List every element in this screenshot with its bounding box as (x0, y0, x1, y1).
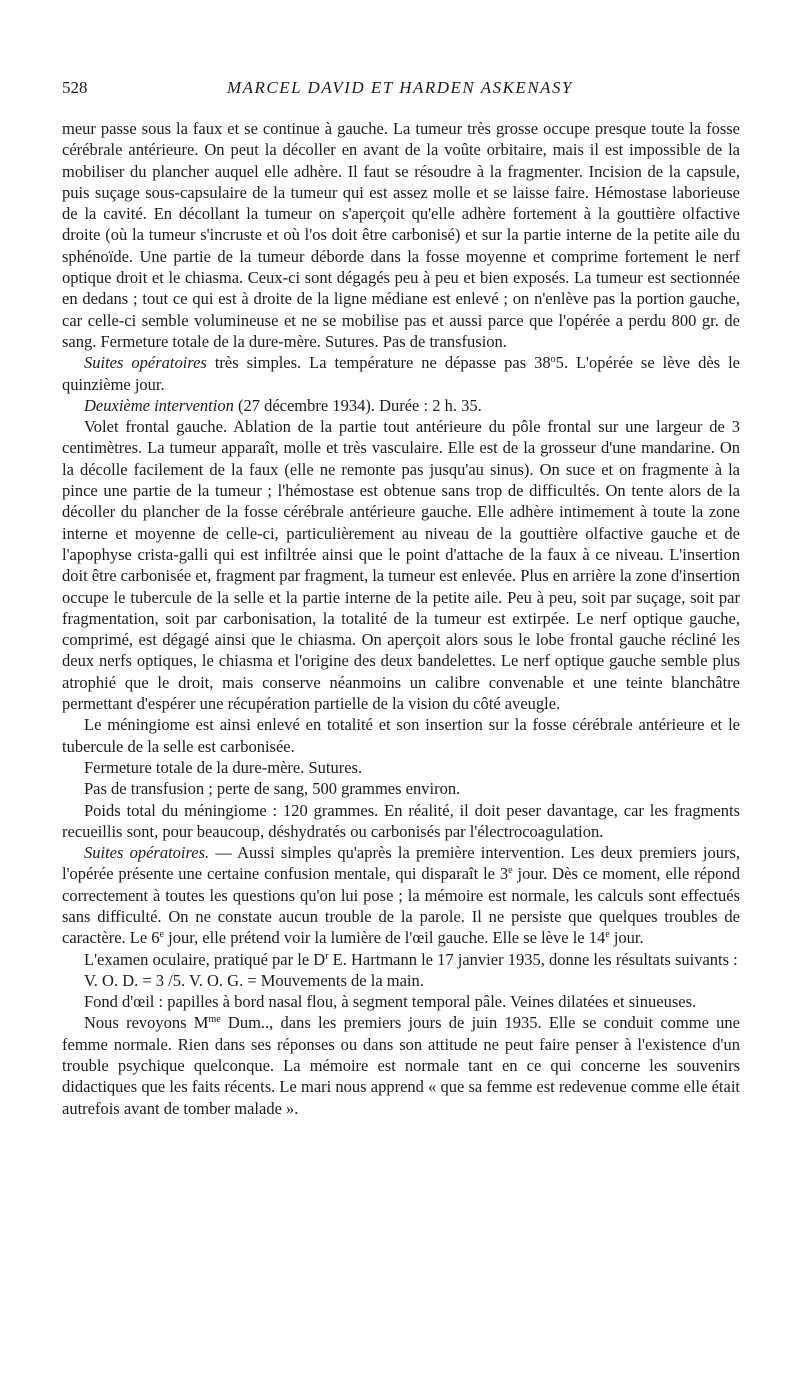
paragraph-12: Fond d'œil : papilles à bord nasal flou, à segment temporal pâle. Veines dilatées et sinueuses. (84, 992, 697, 1012)
paragraph-5: Le méningiome est ainsi enlevé en totalité et son insertion sur la fosse cérébrale antérieure et le tubercule de la selle est carbonisée. (62, 715, 740, 756)
paragraph-4: Volet frontal gauche. Ablation de la partie tout antérieure du pôle frontal sur une largeur de 3 centimètres. La tumeur apparaît, molle et très vasculaire. Elle est de la grosseur d'une mandarine. On la décolle facilement de la faux (elle ne remonte pas jusqu'au sinus). On suce et on fragmente à la pince une partie de la tumeur ; l'hémostase est obtenue sans trop de difficultés. On tente alors de la décoller du plancher de la fosse cérébrale antérieure gauche. Elle adhère intimement à toute la zone interne et moyenne de celle-ci, particulièrement au niveau de la gouttière olfactive gauche et de l'apophyse crista-galli qui est infiltrée ainsi que le point d'attache de la faux à ce niveau. L'insertion doit être carbonisée et, fragment par fragment, la tumeur est enlevée. Plus en arrière la zone d'insertion occupe le tubercule de la selle et la partie interne de la petite aile. Peu à peu, soit par suçage, soit par fragmentation, soit par carbonisation, la totalité de la tumeur est extirpée. Le nerf optique gauche, comprimé, est dégagé ainsi que le chiasma. On aperçoit alors sous le lobe frontal gauche récliné les deux nerfs optiques, le chiasma et l'origine des deux bandelettes. Le nerf optique gauche semble plus atrophié que le droit, mais conserve néanmoins un calibre convenable et une teinte blanchâtre permettant d'espérer une récupération partielle de la vision du côté aveugle. (62, 417, 740, 714)
paragraph-11: V. O. D. = 3 /5. V. O. G. = Mouvements de la main. (84, 970, 424, 990)
paragraph-10 (62, 949, 740, 970)
paragraph-label: Suites opératoires. (84, 843, 210, 863)
superscript: e (159, 929, 164, 941)
superscript: e (508, 865, 513, 877)
paragraph-8: Poids total du méningiome : 120 grammes. En réalité, il doit peser davantage, car les fragments recueillis sont, pour beaucoup, déshydratés ou carbonisés par l'électrocoagulation. (62, 800, 740, 841)
paragraph-text: jour. (609, 928, 644, 948)
page-number: 528 (62, 78, 88, 97)
paragraph-9 (62, 842, 740, 948)
paragraph-text: (27 décembre 1934). Durée : 2 h. 35. (233, 395, 482, 415)
paragraph-text: Nous revoyons M (84, 1013, 209, 1033)
paragraph-text: 5. L'opérée se lève dès le quinzième jour. (62, 353, 740, 394)
running-head: MARCEL DAVID ET HARDEN ASKENASY (227, 78, 573, 97)
paragraph-text: Dum.., dans les premiers jours de juin 1935. Elle se conduit comme une femme normale. Rien dans ses réponses ou dans son attitude ne peut faire penser à l'existence d'un trouble psychique quelconque. La mémoire est normale tant en ce qui concerne les souvenirs didactiques que les faits récents. Le mari nous apprend « que sa femme est redevenue comme elle était autrefois avant de tomber malade ». (62, 1013, 740, 1118)
paragraph-text: jour. Dès ce moment, elle répond correctement à toutes les questions qu'on lui pose ; la mémoire est normale, les calculs sont effectués sans difficulté. On ne constate aucun trouble de la parole. Il ne persiste que quelques troubles de caractère. Le 6 (62, 864, 740, 948)
page-header (62, 78, 738, 102)
paragraph-7: Pas de transfusion ; perte de sang, 500 grammes environ. (84, 779, 461, 799)
superscript: o (550, 354, 556, 366)
paragraph-text: très simples. La température ne dépasse pas 38 (206, 353, 551, 373)
paragraph-text: — Aussi simples qu'après la première intervention. Les deux premiers jours, l'opérée présente une certaine confusion mentale, qui disparaît le 3 (62, 843, 740, 884)
paragraph-3 (62, 395, 740, 416)
paragraph-label: Suites opératoires (84, 353, 207, 373)
paragraph-text: jour, elle prétend voir la lumière de l'œil gauche. Elle se lève le 14 (164, 928, 606, 948)
paragraph-label: Deuxième intervention (84, 395, 234, 415)
paragraph-1: meur passe sous la faux et se continue à gauche. La tumeur très grosse occupe presque toute la fosse cérébrale antérieure. On peut la décoller en avant de la voûte orbitaire, mais il est impossible de la mobiliser du plancher auquel elle adhère. Il faut se résoudre à la fragmenter. Incision de la capsule, puis suçage sous-capsulaire de la tumeur qui est assez molle et se laisse faire. Hémostase laborieuse de la cavité. En décollant la tumeur on s'aperçoit qu'elle adhère fortement à la gouttière olfactive droite (où la tumeur s'incruste et où l'os doit être carbonisé) et sur la partie interne de la petite aile du sphénoïde. Une partie de la tumeur déborde dans la fosse moyenne et comprime fortement le nerf optique droit et le chiasma. Ceux-ci sont dégagés peu à peu et bien exposés. La tumeur est sectionnée en dedans ; tout ce qui est à droite de la ligne médiane est enlevé ; on n'enlève pas la portion gauche, car celle-ci semble volumineuse et ne se mobilise pas et aussi parce que l'opérée a perdu 800 gr. de sang. Fermeture totale de la dure-mère. Sutures. Pas de transfusion. (62, 119, 740, 351)
paragraph-13 (62, 1012, 740, 1118)
paragraph-6: Fermeture totale de la dure-mère. Sutures. (84, 757, 363, 777)
superscript: e (605, 929, 610, 941)
paragraph-2 (62, 352, 740, 395)
paragraph-text: L'examen oculaire, pratiqué par le D (84, 949, 326, 969)
body-text (62, 118, 740, 1119)
superscript: r (325, 950, 329, 962)
paragraph-text: E. Hartmann le 17 janvier 1935, donne les résultats suivants : (328, 949, 738, 969)
superscript: me (208, 1014, 221, 1026)
